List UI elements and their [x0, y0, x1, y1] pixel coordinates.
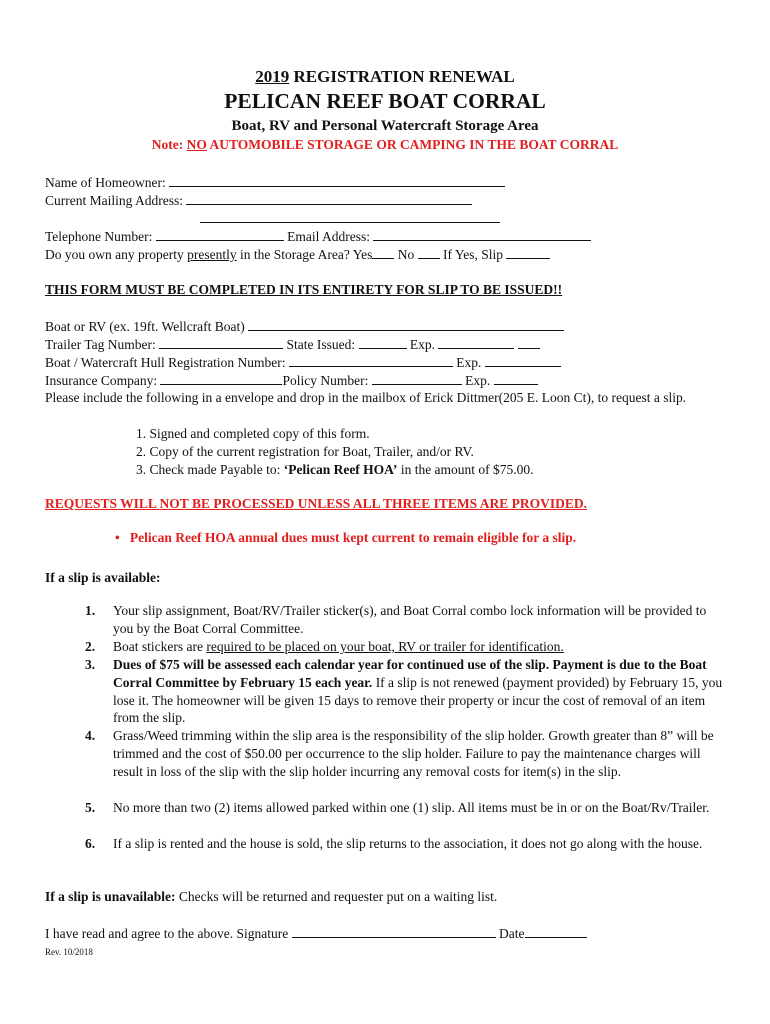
trailer-tag-row	[45, 336, 540, 353]
rule-text: No more than two (2) items allowed parked within one (1) slip. All items must be in or on the Boat/Rv/Trailer.	[113, 800, 710, 815]
slip-number-field[interactable]	[506, 246, 550, 259]
state-issued-field[interactable]	[359, 336, 407, 349]
include-item-3-a: 3. Check made Payable to:	[136, 462, 284, 477]
policy-field[interactable]	[372, 372, 462, 385]
rule-number: 2.	[85, 639, 96, 654]
mailing-address-row	[45, 192, 472, 209]
hull-registration-field[interactable]	[289, 354, 453, 367]
note-no: NO	[186, 137, 207, 152]
telephone-label: Telephone Number:	[45, 229, 156, 244]
trailer-exp-field[interactable]	[438, 336, 514, 349]
unavailable-row	[45, 889, 497, 905]
mailing-address-line-2	[200, 210, 500, 227]
yes-field[interactable]	[372, 246, 394, 259]
homeowner-name-label: Name of Homeowner:	[45, 175, 170, 190]
rule-1	[85, 602, 725, 638]
property-question-row	[45, 246, 550, 263]
form-subtitle: Boat, RV and Personal Watercraft Storage Area	[231, 118, 539, 134]
insurance-label: Insurance Company:	[45, 373, 161, 388]
include-item-3	[136, 462, 534, 478]
mailing-address-field[interactable]	[186, 192, 472, 205]
rule-text: If a slip is rented and the house is sold, the slip returns to the association, it does not go along with the house.	[113, 836, 703, 851]
signature-row	[45, 925, 587, 942]
date-label: Date	[495, 926, 525, 941]
rule-3-bold: Dues of $75 will be assessed each calendar year for continued use of the slip. Payment is due to the Boat Corral Committee by February 15 each year.	[113, 657, 707, 690]
rule-text: Grass/Weed trimming within the slip area is the responsibility of the slip holder. Growth greater than 8” will be trimmed and the cost of $50.00 per occurrence to the slip holder. Failure to pay the maintenance charges will result in loss of the slip with the slip holder incurring any removal costs for item(s) in the slip.	[113, 728, 714, 779]
rule-2-underlined: required to be placed on your boat, RV or trailer for identification.	[206, 639, 564, 654]
include-item-3-b: in the amount of $75.00.	[397, 462, 534, 477]
insurance-exp-label: Exp.	[461, 373, 494, 388]
dues-bullet	[115, 530, 576, 546]
rule-number: 4.	[85, 728, 96, 743]
note-prefix: Note:	[151, 137, 187, 152]
include-item-2: 2. Copy of the current registration for Boat, Trailer, and/or RV.	[136, 444, 474, 459]
storage-note	[0, 137, 770, 153]
form-year: 2019	[255, 67, 290, 86]
rule-text	[113, 638, 725, 656]
include-instructions: Please include the following in a envelope and drop in the mailbox of Erick Dittmer(205 E. Loon Ct), to request a slip.	[45, 390, 687, 405]
rule-3	[85, 656, 725, 727]
trailer-tag-label: Trailer Tag Number:	[45, 337, 160, 352]
signature-label: I have read and agree to the above. Signature	[45, 926, 292, 941]
rule-text	[113, 656, 725, 727]
no-label: No	[394, 247, 418, 262]
rule-6	[85, 835, 725, 853]
include-item-3-payee: ‘Pelican Reef HOA’	[283, 462, 398, 477]
mailing-address-field-2[interactable]	[200, 210, 500, 223]
unavailable-heading: If a slip is unavailable:	[45, 889, 176, 904]
unavailable-text: Checks will be returned and requester put on a waiting list.	[175, 889, 498, 904]
state-issued-label: State Issued:	[283, 337, 359, 352]
note-text: AUTOMOBILE STORAGE OR CAMPING IN THE BOAT CORRAL	[206, 137, 619, 152]
hull-registration-label: Boat / Watercraft Hull Registration Number:	[45, 355, 289, 370]
rule-number: 6.	[85, 836, 96, 851]
rule-number: 3.	[85, 657, 96, 672]
homeowner-name-row	[45, 174, 505, 191]
email-label: Email Address:	[283, 229, 374, 244]
organization-name: PELICAN REEF BOAT CORRAL	[224, 89, 546, 113]
boat-rv-label: Boat or RV (ex. 19ft. Wellcraft Boat)	[45, 319, 249, 334]
trailer-exp-label: Exp.	[406, 337, 439, 352]
rule-number: 5.	[85, 800, 96, 815]
property-question-a: Do you own any property	[45, 247, 188, 262]
rule-text: Your slip assignment, Boat/RV/Trailer sticker(s), and Boat Corral combo lock information will be provided to you by the Boat Corral Committee.	[113, 603, 707, 636]
dues-bullet-text: Pelican Reef HOA annual dues must kept current to remain eligible for a slip.	[129, 530, 577, 545]
homeowner-name-field[interactable]	[169, 174, 505, 187]
form-year-title	[0, 67, 770, 87]
property-question-presently: presently	[187, 247, 237, 262]
date-field[interactable]	[525, 925, 587, 938]
trailer-exp-field-2[interactable]	[518, 336, 540, 349]
no-field[interactable]	[418, 246, 440, 259]
boat-rv-row	[45, 318, 564, 335]
hull-registration-row	[45, 354, 561, 371]
available-heading: If a slip is available:	[45, 570, 161, 585]
must-complete-warning: THIS FORM MUST BE COMPLETED IN ITS ENTIRETY FOR SLIP TO BE ISSUED!!	[45, 282, 563, 297]
policy-label: Policy Number:	[282, 373, 372, 388]
rule-3-rest: If a slip is not renewed (payment provided) by February 15, you lose it. The homeowner will be given 15 days to remove their property or incur the cost of removal of an item from the slip.	[113, 674, 723, 726]
rule-2	[85, 638, 725, 656]
requests-warning: REQUESTS WILL NOT BE PROCESSED UNLESS ALL THREE ITEMS ARE PROVIDED.	[45, 496, 588, 511]
rule-5	[85, 799, 725, 817]
bullet-dot-icon: •	[115, 530, 120, 545]
boat-rv-field[interactable]	[248, 318, 564, 331]
rule-2-a: Boat stickers are	[113, 639, 207, 654]
signature-field[interactable]	[292, 925, 496, 938]
rule-4	[85, 727, 725, 780]
revision-label: Rev. 10/2018	[45, 947, 93, 957]
mailing-address-label: Current Mailing Address:	[45, 193, 187, 208]
rule-number: 1.	[85, 603, 96, 618]
form-title: REGISTRATION RENEWAL	[289, 67, 515, 86]
insurance-field[interactable]	[160, 372, 282, 385]
hull-exp-field[interactable]	[485, 354, 561, 367]
insurance-row	[45, 372, 538, 389]
trailer-tag-field[interactable]	[159, 336, 283, 349]
include-item-1: 1. Signed and completed copy of this form.	[136, 426, 370, 441]
property-question-b: in the Storage Area? Yes	[236, 247, 373, 262]
telephone-email-row	[45, 228, 591, 245]
insurance-exp-field[interactable]	[494, 372, 538, 385]
telephone-field[interactable]	[156, 228, 284, 241]
slip-label: If Yes, Slip	[439, 247, 507, 262]
hull-exp-label: Exp.	[452, 355, 485, 370]
email-field[interactable]	[373, 228, 591, 241]
